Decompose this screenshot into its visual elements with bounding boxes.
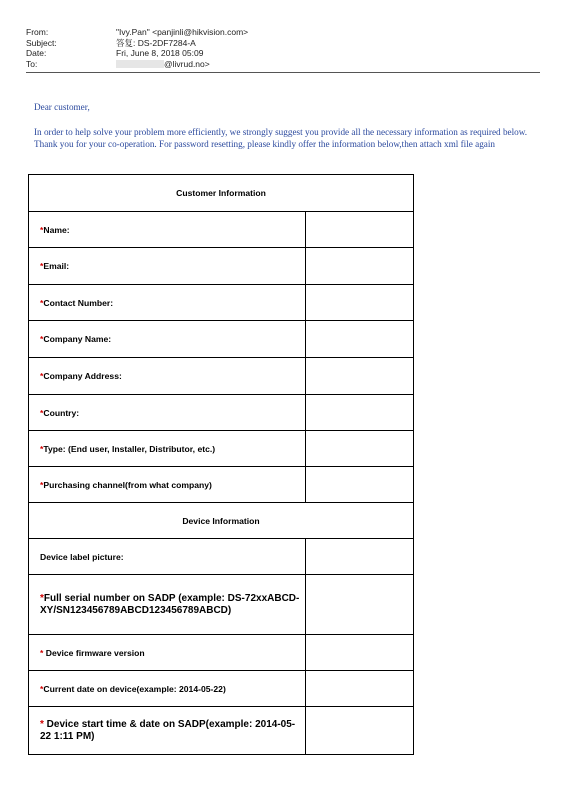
- date-label: Date:: [26, 48, 47, 58]
- to-value[interactable]: @livrud.no>: [164, 58, 210, 69]
- required-mark: *: [40, 334, 44, 344]
- field-label: [29, 707, 306, 755]
- redacted-address: [116, 60, 164, 68]
- current-date-field[interactable]: [306, 671, 414, 707]
- required-mark: *: [40, 719, 44, 730]
- date-value: Fri, June 8, 2018 05:09: [116, 48, 204, 58]
- firmware-version-field[interactable]: [306, 635, 414, 671]
- form-row: [29, 575, 414, 635]
- customer-section-title: Customer Information: [29, 175, 414, 212]
- contact-number-field[interactable]: [306, 285, 414, 321]
- from-label: From:: [26, 27, 49, 37]
- header-divider: [26, 72, 540, 73]
- field-label: [29, 212, 306, 248]
- required-mark: *: [40, 261, 44, 271]
- field-label: [29, 431, 306, 467]
- serial-number-label: Full serial number on SADP (example: DS-72xxABCD-XY/SN123456789ABCD123456789ABCD): [40, 593, 300, 616]
- from-value[interactable]: "Ivy.Pan" <panjinli@hikvision.com>: [116, 27, 249, 37]
- form-row: [29, 395, 414, 431]
- email-header: [26, 27, 540, 69]
- device-section-title: Device Information: [29, 503, 414, 539]
- field-label: [29, 358, 306, 395]
- field-label: [29, 539, 306, 575]
- required-mark: *: [40, 297, 44, 308]
- start-time-label: Device start time & date on SADP(example: 2014-05-22 1:11 PM): [40, 719, 296, 742]
- form-row: [29, 635, 414, 671]
- required-mark: *: [40, 407, 44, 418]
- name-field[interactable]: [306, 212, 414, 248]
- field-label: [29, 395, 306, 431]
- purchasing-channel-label: Purchasing channel(from what company): [43, 479, 212, 490]
- company-name-label: Company Name:: [43, 334, 112, 344]
- required-mark: *: [40, 593, 44, 604]
- to-row: [26, 59, 540, 70]
- email-field[interactable]: [306, 248, 414, 285]
- required-mark: *: [40, 443, 44, 454]
- intro-paragraph: In order to help solve your problem more efficiently, we strongly suggest you provide all the necessary information as required below. Thank you for your co-operation. For password resetting, please kindly offer the information below,then attach xml file again: [34, 126, 528, 149]
- required-mark: *: [40, 479, 44, 490]
- form-row: [29, 467, 414, 503]
- field-label: [29, 671, 306, 707]
- field-label: [29, 321, 306, 358]
- required-mark: *: [40, 647, 44, 658]
- email-label: Email:: [43, 261, 70, 271]
- device-label-picture-label: Device label picture:: [40, 551, 124, 562]
- device-label-picture-field[interactable]: [306, 539, 414, 575]
- form-row: [29, 671, 414, 707]
- email-body-intro: [34, 101, 534, 151]
- field-label: [29, 635, 306, 671]
- form-row: [29, 285, 414, 321]
- company-address-field[interactable]: [306, 358, 414, 395]
- country-label: Country:: [43, 407, 80, 418]
- contact-number-label: Contact Number:: [43, 297, 114, 308]
- form-row: [29, 431, 414, 467]
- firmware-version-label: Device firmware version: [43, 647, 145, 658]
- field-label: [29, 248, 306, 285]
- subject-label: Subject:: [26, 37, 57, 48]
- company-address-label: Company Address:: [43, 371, 122, 381]
- purchasing-channel-field[interactable]: [306, 467, 414, 503]
- from-row: [26, 27, 540, 38]
- form-row: [29, 321, 414, 358]
- device-section-row: [29, 503, 414, 539]
- required-mark: *: [40, 371, 44, 381]
- form-row: [29, 358, 414, 395]
- field-label: [29, 575, 306, 635]
- type-field[interactable]: [306, 431, 414, 467]
- current-date-label: Current date on device(example: 2014-05-22): [43, 683, 226, 694]
- required-mark: *: [40, 224, 44, 235]
- subject-row: [26, 38, 540, 49]
- country-field[interactable]: [306, 395, 414, 431]
- subject-value: 答复: DS-2DF7284-A: [116, 37, 196, 48]
- customer-section-row: [29, 175, 414, 212]
- required-mark: *: [40, 683, 44, 694]
- company-name-field[interactable]: [306, 321, 414, 358]
- field-label: [29, 285, 306, 321]
- form-row: [29, 248, 414, 285]
- to-label: To:: [26, 58, 38, 69]
- start-time-field[interactable]: [306, 707, 414, 755]
- name-label: Name:: [43, 224, 70, 235]
- serial-number-field[interactable]: [306, 575, 414, 635]
- date-row: [26, 48, 540, 59]
- field-label: [29, 467, 306, 503]
- info-form-table: [28, 174, 414, 755]
- form-row: [29, 212, 414, 248]
- form-row: [29, 707, 414, 755]
- form-row: [29, 539, 414, 575]
- greeting: Dear customer,: [34, 102, 90, 112]
- type-label: Type: (End user, Installer, Distributor, etc.): [43, 443, 216, 454]
